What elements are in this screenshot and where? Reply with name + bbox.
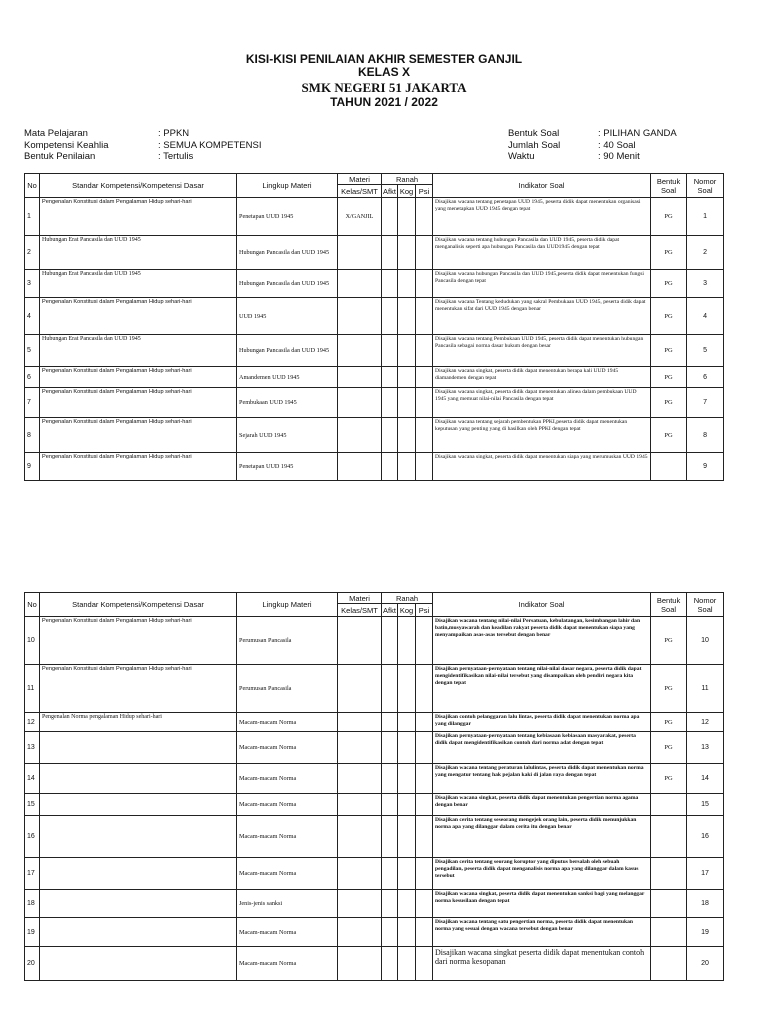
row-no: 5 bbox=[25, 335, 40, 367]
row-lingkup: Penetapan UUD 1945 bbox=[237, 198, 338, 236]
row-kelas bbox=[338, 713, 382, 732]
row-psi bbox=[416, 298, 433, 335]
row-indikator: Disajikan wacana hubungan Pancasila dan UUD 1945,peserta didik dapat menentukan fungsi Pancasila dengan tepat bbox=[433, 270, 651, 298]
header-sk: Standar Kompetensi/Kompetensi Dasar bbox=[40, 593, 237, 617]
row-afkt bbox=[382, 764, 398, 794]
row-kelas bbox=[338, 270, 382, 298]
row-indikator: Disajikan wacana tentang penetapan UUD 1945, peserta didik dapat menentukan organisasi yang menetapkan UUD 1945 dengan tepat bbox=[433, 198, 651, 236]
row-kog bbox=[398, 794, 416, 816]
meta-value: : SEMUA KOMPETENSI bbox=[158, 139, 262, 151]
meta-label: Kompetensi Keahlia bbox=[24, 139, 109, 151]
row-no: 14 bbox=[25, 764, 40, 794]
row-kelas bbox=[338, 367, 382, 388]
header-no: No bbox=[25, 174, 40, 198]
row-lingkup: Perumusan Pancasila bbox=[237, 617, 338, 665]
row-nomor: 4 bbox=[687, 298, 724, 335]
row-indikator: Disajikan pernyataan-pernyataan tentang kebiasaan kebiasaan masyarakat, peserta didik dapat mengidentifikasikan contoh dari norma adat dengan tepat bbox=[433, 732, 651, 764]
row-lingkup: Macam-macam Norma bbox=[237, 732, 338, 764]
header-nomor: Nomor Soal bbox=[687, 174, 724, 198]
row-no: 2 bbox=[25, 236, 40, 270]
row-kompetensi: Hubungan Erat Pancasila dan UUD 1945 bbox=[40, 335, 237, 367]
row-psi bbox=[416, 732, 433, 764]
header-psi: Psi bbox=[416, 185, 433, 198]
table-row bbox=[25, 665, 724, 713]
row-nomor: 20 bbox=[687, 947, 724, 981]
table-row bbox=[25, 794, 724, 816]
row-indikator: Disajikan wacana tentang hubungan Pancasila dan UUD 1945, peserta didik dapat menganalisis seperti apa hubungan Pancasila dan UUD1945 dengan tepat bbox=[433, 236, 651, 270]
row-psi bbox=[416, 198, 433, 236]
header-bentuk: Bentuk Soal bbox=[651, 593, 687, 617]
row-no: 20 bbox=[25, 947, 40, 981]
row-afkt bbox=[382, 198, 398, 236]
meta-value: : PILIHAN GANDA bbox=[598, 128, 677, 139]
row-kelas bbox=[338, 617, 382, 665]
table-row bbox=[25, 198, 724, 236]
row-psi bbox=[416, 918, 433, 947]
header-kelas: Kelas/SMT bbox=[338, 185, 382, 198]
meta-value: : Tertulis bbox=[158, 151, 194, 162]
row-kog bbox=[398, 367, 416, 388]
table-row bbox=[25, 890, 724, 918]
row-kompetensi: Pengenalan Konstitusi dalam Pengalaman Hidup sehari-hari bbox=[40, 198, 237, 236]
header-lingkup: Lingkup Materi bbox=[237, 593, 338, 617]
row-indikator: Disajikan cerita tentang seorang koruptor yang diputus bersalah oleh sebuah pengadilan, peserta didik dapat menganalisis norma apa yang dilanggar dalam kasus tersebut bbox=[433, 858, 651, 890]
row-afkt bbox=[382, 270, 398, 298]
row-psi bbox=[416, 418, 433, 453]
row-nomor: 17 bbox=[687, 858, 724, 890]
meta-label: Bentuk Penilaian bbox=[24, 151, 96, 162]
row-bentuk: PG bbox=[651, 665, 687, 713]
row-kog bbox=[398, 617, 416, 665]
row-lingkup: Hubungan Pancasila dan UUD 1945 bbox=[237, 335, 338, 367]
row-indikator: Disajikan wacana singkat peserta didik dapat menentukan contoh dari norma kesopanan bbox=[433, 947, 651, 981]
row-nomor: 8 bbox=[687, 418, 724, 453]
row-no: 15 bbox=[25, 794, 40, 816]
row-nomor: 9 bbox=[687, 453, 724, 481]
table-row bbox=[25, 617, 724, 665]
table-row bbox=[25, 367, 724, 388]
row-no: 17 bbox=[25, 858, 40, 890]
header-indikator: Indikator Soal bbox=[433, 174, 651, 198]
row-psi bbox=[416, 764, 433, 794]
table-row bbox=[25, 388, 724, 418]
row-afkt bbox=[382, 890, 398, 918]
header-kog: Kog bbox=[398, 185, 416, 198]
row-afkt bbox=[382, 947, 398, 981]
row-nomor: 14 bbox=[687, 764, 724, 794]
row-bentuk: PG bbox=[651, 713, 687, 732]
row-indikator: Disajikan wacana Tentang kedudukan yang sakral Pembukaan UUD 1945, peserta didik dapat menentukan sifat dari UUD 1945 dengan benar bbox=[433, 298, 651, 335]
table-row bbox=[25, 236, 724, 270]
table-row bbox=[25, 418, 724, 453]
row-lingkup: Penetapan UUD 1945 bbox=[237, 453, 338, 481]
doc-year: TAHUN 2021 / 2022 bbox=[330, 95, 438, 109]
row-bentuk: PG bbox=[651, 617, 687, 665]
row-kog bbox=[398, 732, 416, 764]
row-bentuk: PG bbox=[651, 236, 687, 270]
row-kompetensi bbox=[40, 918, 237, 947]
row-afkt bbox=[382, 858, 398, 890]
row-bentuk: PG bbox=[651, 270, 687, 298]
row-lingkup: Macam-macam Norma bbox=[237, 794, 338, 816]
row-no: 4 bbox=[25, 298, 40, 335]
row-kompetensi: Hubungan Erat Pancasila dan UUD 1945 bbox=[40, 236, 237, 270]
row-nomor: 7 bbox=[687, 388, 724, 418]
row-afkt bbox=[382, 617, 398, 665]
row-no: 10 bbox=[25, 617, 40, 665]
row-indikator: Disajikan wacana singkat, peserta didik dapat menentukan siapa yang merumuskan UUD 1945 bbox=[433, 453, 651, 481]
row-bentuk: PG bbox=[651, 198, 687, 236]
row-indikator: Disajikan contoh pelanggaran lalu lintas, peserta didik dapat menentukan norma apa yang dilanggar bbox=[433, 713, 651, 732]
row-kompetensi bbox=[40, 764, 237, 794]
row-kelas bbox=[338, 418, 382, 453]
row-psi bbox=[416, 890, 433, 918]
row-kog bbox=[398, 858, 416, 890]
row-kompetensi: Pengenalan Konstitusi dalam Pengalaman Hidup sehari-hari bbox=[40, 617, 237, 665]
doc-class: KELAS X bbox=[357, 65, 410, 79]
row-kelas bbox=[338, 732, 382, 764]
row-nomor: 18 bbox=[687, 890, 724, 918]
table-row bbox=[25, 732, 724, 764]
row-afkt bbox=[382, 453, 398, 481]
row-indikator: Disajikan wacana tentang nilai-nilai Persatuan, kebulatangan, kesimbangan lahir dan batin,musyawarah dan keadilan rakyat peserta didik dapat menentukan siapa yang menyampaikan asas-asas tersebut dengan benar bbox=[433, 617, 651, 665]
row-lingkup: Macam-macam Norma bbox=[237, 858, 338, 890]
row-bentuk bbox=[651, 918, 687, 947]
doc-title: KISI-KISI PENILAIAN AKHIR SEMESTER GANJIL bbox=[245, 52, 523, 66]
meta-left-labels bbox=[24, 128, 109, 163]
row-kompetensi: Pengenalan Konstitusi dalam Pengalaman Hidup sehari-hari bbox=[40, 665, 237, 713]
row-no: 13 bbox=[25, 732, 40, 764]
header-nomor: Nomor Soal bbox=[687, 593, 724, 617]
row-indikator: Disajikan wacana singkat, peserta didik dapat menentukan alinea dalam pembukaan UUD 1945 yang memuat nilai-nilai Pancasila dengan tepat bbox=[433, 388, 651, 418]
row-nomor: 16 bbox=[687, 816, 724, 858]
row-indikator: Disajikan wacana tentang peraturan lalulintas, peserta didik dapat menentukan norma yang mengatur tentang hak pejalan kaki di jalan raya dengan tepat bbox=[433, 764, 651, 794]
header-kog: Kog bbox=[398, 604, 416, 617]
row-kelas bbox=[338, 918, 382, 947]
table-row bbox=[25, 918, 724, 947]
row-psi bbox=[416, 453, 433, 481]
row-kompetensi bbox=[40, 794, 237, 816]
row-nomor: 5 bbox=[687, 335, 724, 367]
row-no: 16 bbox=[25, 816, 40, 858]
row-nomor: 2 bbox=[687, 236, 724, 270]
row-nomor: 3 bbox=[687, 270, 724, 298]
row-psi bbox=[416, 794, 433, 816]
row-kompetensi: Pengenalan Konstitusi dalam Pengalaman Hidup sehari-hari bbox=[40, 418, 237, 453]
row-nomor: 12 bbox=[687, 713, 724, 732]
meta-right-values bbox=[598, 128, 677, 163]
row-bentuk: PG bbox=[651, 388, 687, 418]
row-lingkup: Hubungan Pancasila dan UUD 1945 bbox=[237, 270, 338, 298]
row-afkt bbox=[382, 732, 398, 764]
header-kelas: Kelas/SMT bbox=[338, 604, 382, 617]
row-psi bbox=[416, 816, 433, 858]
header-afkt: Afkt bbox=[383, 605, 396, 615]
row-psi bbox=[416, 367, 433, 388]
row-psi bbox=[416, 713, 433, 732]
row-kog bbox=[398, 453, 416, 481]
row-kompetensi bbox=[40, 890, 237, 918]
meta-label: Waktu bbox=[508, 151, 535, 162]
row-kelas bbox=[338, 890, 382, 918]
row-bentuk bbox=[651, 858, 687, 890]
row-kog bbox=[398, 947, 416, 981]
row-lingkup: Pembukaan UUD 1945 bbox=[237, 388, 338, 418]
table-row bbox=[25, 816, 724, 858]
row-afkt bbox=[382, 388, 398, 418]
header-no: No bbox=[25, 593, 40, 617]
row-kompetensi: Pengenalan Konstitusi dalam Pengalaman Hidup sehari-hari bbox=[40, 367, 237, 388]
row-afkt bbox=[382, 794, 398, 816]
row-lingkup: Macam-macam Norma bbox=[237, 918, 338, 947]
row-kog bbox=[398, 665, 416, 713]
row-psi bbox=[416, 617, 433, 665]
meta-value: : 90 Menit bbox=[598, 151, 640, 162]
row-bentuk: PG bbox=[651, 764, 687, 794]
row-kog bbox=[398, 918, 416, 947]
row-nomor: 15 bbox=[687, 794, 724, 816]
row-kelas bbox=[338, 816, 382, 858]
row-bentuk bbox=[651, 947, 687, 981]
meta-value: : PPKN bbox=[158, 128, 190, 139]
doc-school: SMK NEGERI 51 JAKARTA bbox=[301, 80, 467, 95]
row-psi bbox=[416, 388, 433, 418]
meta-value: : 40 Soal bbox=[598, 139, 636, 151]
row-kompetensi: Pengenalan Konstitusi dalam Pengalaman Hidup sehari-hari bbox=[40, 388, 237, 418]
row-kog bbox=[398, 198, 416, 236]
table-row bbox=[25, 947, 724, 981]
row-no: 11 bbox=[25, 665, 40, 713]
row-lingkup: Sejarah UUD 1945 bbox=[237, 418, 338, 453]
row-afkt bbox=[382, 418, 398, 453]
row-psi bbox=[416, 270, 433, 298]
row-kelas bbox=[338, 858, 382, 890]
row-kog bbox=[398, 298, 416, 335]
row-indikator: Disajikan cerita tentang seseorang mengejek orang lain, peserta didik menunjukkan norma apa yang dilanggar dalam cerita itu dengan benar bbox=[433, 816, 651, 858]
row-nomor: 13 bbox=[687, 732, 724, 764]
table-row bbox=[25, 713, 724, 732]
table-row bbox=[25, 270, 724, 298]
header-ranah: Ranah bbox=[382, 174, 433, 185]
row-kog bbox=[398, 816, 416, 858]
row-no: 9 bbox=[25, 453, 40, 481]
meta-label: Mata Pelajaran bbox=[24, 128, 88, 139]
row-indikator: Disajikan wacana singkat, peserta didik dapat menentukan berapa kali UUD 1945 diamandemen dengan tepat bbox=[433, 367, 651, 388]
row-psi bbox=[416, 858, 433, 890]
row-bentuk: PG bbox=[651, 298, 687, 335]
row-kelas bbox=[338, 236, 382, 270]
row-kompetensi: Hubungan Erat Pancasila dan UUD 1945 bbox=[40, 270, 237, 298]
row-indikator: Disajikan wacana tentang Pembukaan UUD 1945, peserta didik dapat menentukan hubungan Pancasila sebagai norma dasar hukum dengan besar bbox=[433, 335, 651, 367]
row-kog bbox=[398, 236, 416, 270]
row-lingkup: Macam-macam Norma bbox=[237, 947, 338, 981]
row-indikator: Disajikan wacana singkat, peserta didik dapat menentukan sanksi bagi yang melanggar norma kesusilaan dengan tepat bbox=[433, 890, 651, 918]
row-kelas bbox=[338, 794, 382, 816]
row-psi bbox=[416, 947, 433, 981]
row-psi bbox=[416, 335, 433, 367]
row-lingkup: Macam-macam Norma bbox=[237, 816, 338, 858]
row-bentuk: PG bbox=[651, 367, 687, 388]
header-bentuk: Bentuk Soal bbox=[651, 174, 687, 198]
row-indikator: Disajikan wacana tentang satu pengertian norma, peserta didik dapat menentukan norma yang sesuai dengan wacana tersebut dengan benar bbox=[433, 918, 651, 947]
row-afkt bbox=[382, 298, 398, 335]
table-row bbox=[25, 764, 724, 794]
meta-right-labels bbox=[508, 128, 560, 163]
meta-label: Bentuk Soal bbox=[508, 128, 560, 139]
header-afkt: Afkt bbox=[383, 186, 396, 196]
header-indikator: Indikator Soal bbox=[433, 593, 651, 617]
row-afkt bbox=[382, 236, 398, 270]
row-no: 1 bbox=[25, 198, 40, 236]
row-psi bbox=[416, 236, 433, 270]
header-sk: Standar Kompetensi/Kompetensi Dasar bbox=[40, 174, 237, 198]
row-kog bbox=[398, 418, 416, 453]
row-kompetensi bbox=[40, 947, 237, 981]
row-afkt bbox=[382, 335, 398, 367]
row-bentuk: PG bbox=[651, 335, 687, 367]
row-kog bbox=[398, 764, 416, 794]
row-nomor: 1 bbox=[687, 198, 724, 236]
row-no: 3 bbox=[25, 270, 40, 298]
row-no: 8 bbox=[25, 418, 40, 453]
header-materi: Materi bbox=[338, 174, 382, 185]
row-kelas bbox=[338, 298, 382, 335]
row-kog bbox=[398, 335, 416, 367]
row-nomor: 6 bbox=[687, 367, 724, 388]
row-lingkup: Macam-macam Norma bbox=[237, 764, 338, 794]
row-lingkup: Perumusan Pancasila bbox=[237, 665, 338, 713]
row-lingkup: Jenis-jenis sanksi bbox=[237, 890, 338, 918]
row-kompetensi: Pengenalan Konstitusi dalam Pengalaman Hidup sehari-hari bbox=[40, 298, 237, 335]
row-kog bbox=[398, 713, 416, 732]
row-no: 7 bbox=[25, 388, 40, 418]
row-lingkup: UUD 1945 bbox=[237, 298, 338, 335]
kisi-table-1 bbox=[24, 173, 724, 481]
row-nomor: 19 bbox=[687, 918, 724, 947]
row-bentuk: PG bbox=[651, 418, 687, 453]
header-ranah: Ranah bbox=[382, 593, 433, 604]
row-no: 19 bbox=[25, 918, 40, 947]
row-kompetensi: Pengenalan Norma pengalaman Hidup sehari-hari bbox=[40, 713, 237, 732]
row-bentuk bbox=[651, 816, 687, 858]
row-indikator: Disajikan wacana tentang sejarah pembentukan PPKI,peserta didik dapat menentukan keputusan yang penting yang di hasilkan oleh PPKI dengan tepat bbox=[433, 418, 651, 453]
row-kelas bbox=[338, 665, 382, 713]
row-kompetensi bbox=[40, 732, 237, 764]
row-kog bbox=[398, 270, 416, 298]
row-indikator: Disajikan pernyataan-pernyataan tentang nilai-nilai dasar negara, peserta didik dapat mengidentifikasikan nilai-nilai tersebut yang disampaikan oleh pendiri negara kita dengan tepat bbox=[433, 665, 651, 713]
table-row bbox=[25, 298, 724, 335]
header-psi: Psi bbox=[416, 604, 433, 617]
header-lingkup: Lingkup Materi bbox=[237, 174, 338, 198]
meta-label: Jumlah Soal bbox=[508, 139, 561, 151]
row-no: 12 bbox=[25, 713, 40, 732]
table-row bbox=[25, 335, 724, 367]
row-kompetensi bbox=[40, 816, 237, 858]
row-kelas: X/GANJIL bbox=[338, 198, 382, 236]
row-afkt bbox=[382, 713, 398, 732]
row-lingkup: Amandemen UUD 1945 bbox=[237, 367, 338, 388]
row-lingkup: Macam-macam Norma bbox=[237, 713, 338, 732]
row-kelas bbox=[338, 947, 382, 981]
row-kompetensi bbox=[40, 858, 237, 890]
row-afkt bbox=[382, 367, 398, 388]
row-kelas bbox=[338, 764, 382, 794]
row-psi bbox=[416, 665, 433, 713]
row-no: 6 bbox=[25, 367, 40, 388]
table-row bbox=[25, 858, 724, 890]
row-afkt bbox=[382, 816, 398, 858]
row-bentuk bbox=[651, 890, 687, 918]
row-nomor: 11 bbox=[687, 665, 724, 713]
row-afkt bbox=[382, 665, 398, 713]
row-afkt bbox=[382, 918, 398, 947]
row-indikator: Disajikan wacana singkat, peserta didik dapat menentukan pengertian norma agama dengan benar bbox=[433, 794, 651, 816]
row-kog bbox=[398, 890, 416, 918]
row-kompetensi: Pengenalan Konstitusi dalam Pengalaman Hidup sehari-hari bbox=[40, 453, 237, 481]
kisi-table-2 bbox=[24, 592, 724, 981]
table-row bbox=[25, 453, 724, 481]
row-bentuk bbox=[651, 794, 687, 816]
row-kelas bbox=[338, 388, 382, 418]
header-materi: Materi bbox=[338, 593, 382, 604]
row-nomor: 10 bbox=[687, 617, 724, 665]
row-kog bbox=[398, 388, 416, 418]
row-kelas bbox=[338, 453, 382, 481]
row-lingkup: Hubungan Pancasila dan UUD 1945 bbox=[237, 236, 338, 270]
row-bentuk bbox=[651, 453, 687, 481]
meta-left-values bbox=[158, 128, 261, 163]
row-no: 18 bbox=[25, 890, 40, 918]
row-kelas bbox=[338, 335, 382, 367]
row-bentuk: PG bbox=[651, 732, 687, 764]
